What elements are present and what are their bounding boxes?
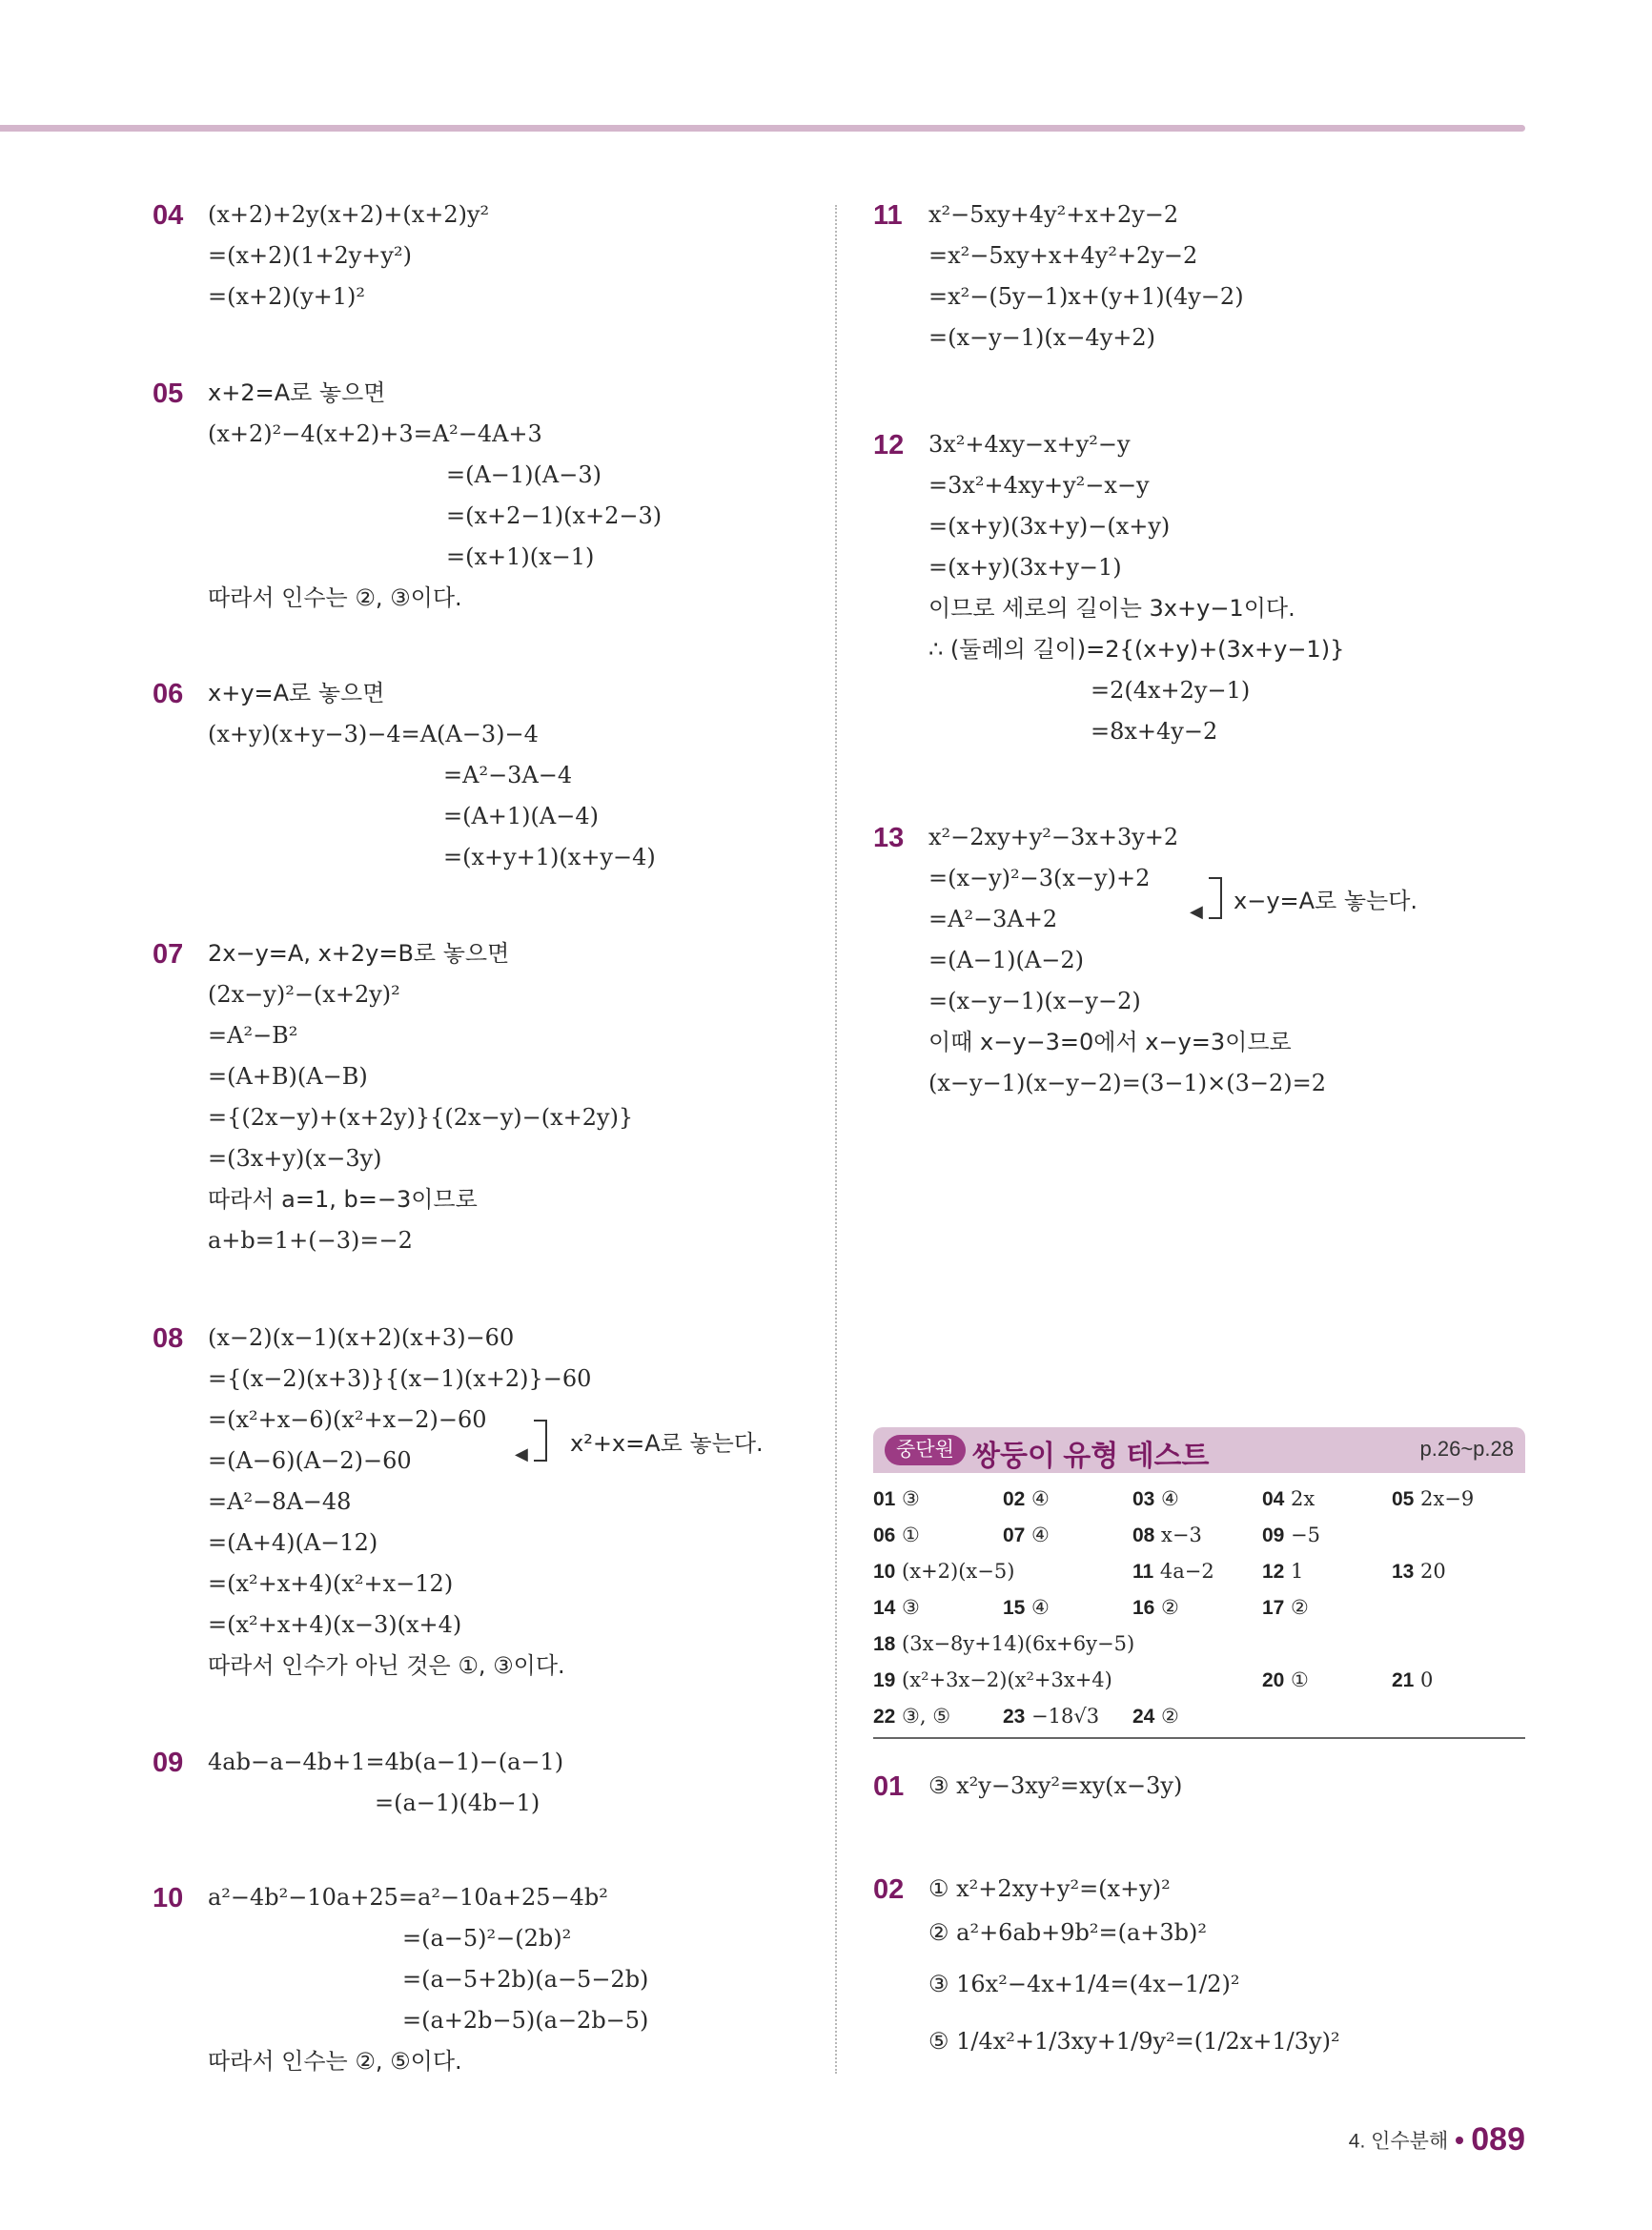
problem-number: 01 bbox=[873, 1771, 905, 1802]
problem-number: 11 bbox=[873, 200, 903, 231]
math-line: =A²−8A−48 bbox=[208, 1488, 352, 1515]
math-line: =(x²+x+4)(x²+x−12) bbox=[208, 1570, 454, 1597]
math-line: ② a²+6ab+9b²=(a+3b)² bbox=[928, 1919, 1207, 1946]
answer-value: ③, ⑤ bbox=[902, 1705, 951, 1728]
math-line: ③ x²y−3xy²=xy(x−3y) bbox=[928, 1772, 1183, 1799]
problem-number: 07 bbox=[153, 939, 184, 970]
answer-number: 06 bbox=[873, 1524, 896, 1546]
answer-value: 1 bbox=[1291, 1560, 1304, 1583]
math-line: =A²−3A+2 bbox=[928, 906, 1058, 932]
answer-value: ④ bbox=[1031, 1487, 1050, 1510]
answer-value: ③ bbox=[902, 1487, 920, 1510]
problem-number: 04 bbox=[153, 200, 184, 231]
math-line: =2(4x+2y−1) bbox=[1091, 677, 1251, 704]
math-line: a+b=1+(−3)=−2 bbox=[208, 1227, 413, 1254]
answer-cell bbox=[1262, 1668, 1309, 1692]
answer-number: 04 bbox=[1262, 1488, 1285, 1510]
answer-cell bbox=[1262, 1524, 1320, 1547]
math-line: =A²−3A−4 bbox=[443, 762, 573, 788]
answer-value: (3x−8y+14)(6x+6y−5) bbox=[902, 1632, 1135, 1655]
math-line: 이때 x−y−3=0에서 x−y=3이므로 bbox=[928, 1029, 1292, 1055]
answer-number: 14 bbox=[873, 1597, 896, 1619]
answer-number: 10 bbox=[873, 1561, 896, 1583]
answer-number: 08 bbox=[1132, 1524, 1155, 1546]
math-line: =(x+2)(y+1)² bbox=[208, 283, 366, 310]
answer-number: 09 bbox=[1262, 1524, 1285, 1546]
answer-box-rule bbox=[873, 1737, 1525, 1739]
math-line: (x+2)+2y(x+2)+(x+2)y² bbox=[208, 201, 490, 228]
math-line: =(x+y)(3x+y)−(x+y) bbox=[928, 513, 1171, 540]
answer-value: ③ bbox=[902, 1596, 920, 1619]
page-footer bbox=[1349, 2121, 1525, 2158]
math-line: x+2=A로 놓으면 bbox=[208, 379, 386, 406]
math-line: =(A+1)(A−4) bbox=[443, 803, 599, 829]
problem-number: 10 bbox=[153, 1883, 184, 1913]
answer-cell bbox=[873, 1487, 920, 1511]
answer-cell bbox=[1392, 1560, 1446, 1584]
page-number: 089 bbox=[1471, 2121, 1525, 2158]
top-rule bbox=[0, 125, 1525, 132]
math-line: ① x²+2xy+y²=(x+y)² bbox=[928, 1875, 1171, 1902]
answer-number: 22 bbox=[873, 1706, 896, 1728]
section-badge: 중단원 bbox=[885, 1435, 966, 1465]
answer-value: ① bbox=[1291, 1668, 1309, 1691]
math-line: =(x²+x−6)(x²+x−2)−60 bbox=[208, 1406, 487, 1433]
answer-number: 12 bbox=[1262, 1561, 1285, 1583]
answer-value: 2x−9 bbox=[1420, 1487, 1475, 1510]
answer-number: 13 bbox=[1392, 1561, 1415, 1583]
math-line: (x−y−1)(x−y−2)=(3−1)×(3−2)=2 bbox=[928, 1070, 1326, 1096]
chapter-label: 4. 인수분해 bbox=[1348, 2130, 1449, 2153]
answer-cell bbox=[1262, 1560, 1303, 1584]
math-line: =(a−5)²−(2b)² bbox=[402, 1925, 572, 1952]
problem-number: 05 bbox=[153, 378, 184, 409]
math-line: ⑤ 1/4x²+1/3xy+1/9y²=(1/2x+1/3y)² bbox=[928, 2028, 1340, 2055]
answer-number: 01 bbox=[873, 1488, 896, 1510]
answer-number: 24 bbox=[1132, 1706, 1155, 1728]
answer-cell bbox=[1003, 1596, 1050, 1620]
answer-value: −5 bbox=[1291, 1524, 1321, 1546]
math-line: =(x+1)(x−1) bbox=[446, 543, 595, 570]
arrow-left-icon: ◀ bbox=[1190, 902, 1203, 922]
math-line: =8x+4y−2 bbox=[1091, 718, 1218, 745]
math-line: =(x+2)(1+2y+y²) bbox=[208, 242, 412, 269]
answer-number: 11 bbox=[1132, 1561, 1154, 1583]
math-line: =x²−5xy+x+4y²+2y−2 bbox=[928, 242, 1198, 269]
answer-number: 16 bbox=[1132, 1597, 1155, 1619]
math-line: (x+2)²−4(x+2)+3=A²−4A+3 bbox=[208, 420, 542, 447]
answer-value: (x+2)(x−5) bbox=[902, 1560, 1015, 1583]
answer-value: 4a−2 bbox=[1159, 1560, 1214, 1583]
answer-cell bbox=[1132, 1560, 1214, 1584]
answer-cell bbox=[873, 1596, 920, 1620]
answer-cell bbox=[1392, 1487, 1474, 1511]
answer-number: 02 bbox=[1003, 1488, 1026, 1510]
math-line: 2x−y=A, x+2y=B로 놓으면 bbox=[208, 940, 510, 967]
math-line: =(a+2b−5)(a−2b−5) bbox=[402, 2007, 649, 2034]
bullet-icon bbox=[1456, 2137, 1463, 2144]
answer-cell bbox=[1262, 1596, 1309, 1620]
answer-cell bbox=[1003, 1705, 1099, 1729]
math-line: =(A+4)(A−12) bbox=[208, 1529, 378, 1556]
math-line: =(a−1)(4b−1) bbox=[375, 1790, 540, 1816]
math-line: x²−2xy+y²−3x+3y+2 bbox=[928, 824, 1179, 850]
answer-cell bbox=[1132, 1524, 1202, 1547]
answer-box-title: 쌍둥이 유형 테스트 bbox=[972, 1441, 1210, 1472]
column-divider bbox=[835, 205, 837, 2074]
math-line: =(3x+y)(x−3y) bbox=[208, 1145, 382, 1172]
answer-value: ② bbox=[1291, 1596, 1309, 1619]
answer-cell bbox=[873, 1632, 1134, 1656]
answer-cell bbox=[1003, 1524, 1050, 1547]
math-line: =(x²+x+4)(x−3)(x+4) bbox=[208, 1611, 462, 1638]
math-line: =(x−y−1)(x−4y+2) bbox=[928, 324, 1155, 351]
answer-cell bbox=[873, 1560, 1014, 1584]
problem-number: 12 bbox=[873, 430, 905, 460]
answer-value: ④ bbox=[1031, 1596, 1050, 1619]
math-line: ={(2x−y)+(x+2y)}{(2x−y)−(x+2y)} bbox=[208, 1104, 634, 1131]
answer-value: 20 bbox=[1420, 1560, 1446, 1583]
answer-value: 2x bbox=[1291, 1487, 1315, 1510]
substitution-bracket bbox=[534, 1420, 547, 1462]
math-line: =A²−B² bbox=[208, 1022, 298, 1049]
answer-number: 21 bbox=[1392, 1669, 1415, 1691]
math-line: x²−5xy+4y²+x+2y−2 bbox=[928, 201, 1179, 228]
answer-number: 07 bbox=[1003, 1524, 1026, 1546]
answer-number: 19 bbox=[873, 1669, 896, 1691]
answer-cell bbox=[1392, 1668, 1433, 1692]
math-line: =(x+y+1)(x+y−4) bbox=[443, 844, 656, 870]
conclusion-text: 이므로 세로의 길이는 3x+y−1이다. bbox=[928, 595, 1295, 622]
math-line: a²−4b²−10a+25=a²−10a+25−4b² bbox=[208, 1884, 608, 1911]
problem-number: 09 bbox=[153, 1748, 184, 1778]
answer-number: 23 bbox=[1003, 1706, 1026, 1728]
conclusion-text: 따라서 인수는 ②, ③이다. bbox=[208, 584, 462, 611]
math-line: ③ 16x²−4x+1/4=(4x−1/2)² bbox=[928, 1971, 1240, 1997]
math-line: =(A+B)(A−B) bbox=[208, 1063, 368, 1090]
arrow-left-icon: ◀ bbox=[515, 1444, 528, 1464]
answer-box-header bbox=[873, 1427, 1525, 1473]
answer-number: 15 bbox=[1003, 1597, 1026, 1619]
conclusion-text: 따라서 인수는 ②, ⑤이다. bbox=[208, 2048, 462, 2075]
math-line: =(A−1)(A−3) bbox=[446, 461, 602, 488]
math-line: (x+y)(x+y−3)−4=A(A−3)−4 bbox=[208, 721, 539, 747]
math-line: =3x²+4xy+y²−x−y bbox=[928, 472, 1150, 499]
answer-cell bbox=[1132, 1487, 1179, 1511]
page-range: p.26~p.28 bbox=[1419, 1437, 1514, 1461]
answer-cell bbox=[1262, 1487, 1315, 1511]
math-line: (x−2)(x−1)(x+2)(x+3)−60 bbox=[208, 1324, 515, 1351]
answer-number: 03 bbox=[1132, 1488, 1155, 1510]
answer-number: 20 bbox=[1262, 1669, 1285, 1691]
answer-value: ② bbox=[1161, 1596, 1179, 1619]
answer-cell bbox=[873, 1705, 950, 1729]
substitution-bracket bbox=[1209, 877, 1222, 919]
answer-cell bbox=[1003, 1487, 1050, 1511]
problem-number: 08 bbox=[153, 1323, 184, 1354]
answer-value: ④ bbox=[1031, 1524, 1050, 1546]
math-line: 3x²+4xy−x+y²−y bbox=[928, 431, 1131, 458]
answer-value: 0 bbox=[1420, 1668, 1434, 1691]
math-line: x+y=A로 놓으면 bbox=[208, 680, 385, 706]
math-line: =(x+y)(3x+y−1) bbox=[928, 554, 1122, 581]
math-line: =(a−5+2b)(a−5−2b) bbox=[402, 1966, 649, 1993]
answer-value: ④ bbox=[1161, 1487, 1179, 1510]
substitution-note: x²+x=A로 놓는다. bbox=[570, 1430, 764, 1457]
math-line: (2x−y)²−(x+2y)² bbox=[208, 981, 400, 1008]
answer-number: 18 bbox=[873, 1633, 896, 1655]
answer-number: 05 bbox=[1392, 1488, 1415, 1510]
answer-cell bbox=[873, 1668, 1112, 1692]
problem-number: 06 bbox=[153, 679, 184, 709]
answer-value: x−3 bbox=[1161, 1524, 1202, 1546]
answer-value: ② bbox=[1161, 1705, 1179, 1728]
math-line: 4ab−a−4b+1=4b(a−1)−(a−1) bbox=[208, 1749, 564, 1775]
math-line: =(x−y−1)(x−y−2) bbox=[928, 988, 1141, 1014]
answer-value: ① bbox=[902, 1524, 920, 1546]
substitution-note: x−y=A로 놓는다. bbox=[1234, 888, 1418, 914]
answer-cell bbox=[873, 1524, 920, 1547]
math-line: ∴ (둘레의 길이)=2{(x+y)+(3x+y−1)} bbox=[928, 636, 1345, 663]
answer-value: −18√3 bbox=[1031, 1705, 1100, 1728]
answer-value: (x²+3x−2)(x²+3x+4) bbox=[902, 1668, 1112, 1691]
math-line: =(A−1)(A−2) bbox=[928, 947, 1084, 973]
answer-number: 17 bbox=[1262, 1597, 1285, 1619]
answer-cell bbox=[1132, 1596, 1179, 1620]
problem-number: 13 bbox=[873, 823, 905, 853]
problem-number: 02 bbox=[873, 1874, 905, 1905]
math-line: =x²−(5y−1)x+(y+1)(4y−2) bbox=[928, 283, 1244, 310]
math-line: =(x+2−1)(x+2−3) bbox=[446, 502, 663, 529]
conclusion-text: 따라서 인수가 아닌 것은 ①, ③이다. bbox=[208, 1652, 565, 1679]
answer-cell bbox=[1132, 1705, 1179, 1729]
conclusion-text: 따라서 a=1, b=−3이므로 bbox=[208, 1186, 478, 1213]
math-line: =(A−6)(A−2)−60 bbox=[208, 1447, 412, 1474]
math-line: ={(x−2)(x+3)}{(x−1)(x+2)}−60 bbox=[208, 1365, 592, 1392]
math-line: =(x−y)²−3(x−y)+2 bbox=[928, 865, 1151, 891]
